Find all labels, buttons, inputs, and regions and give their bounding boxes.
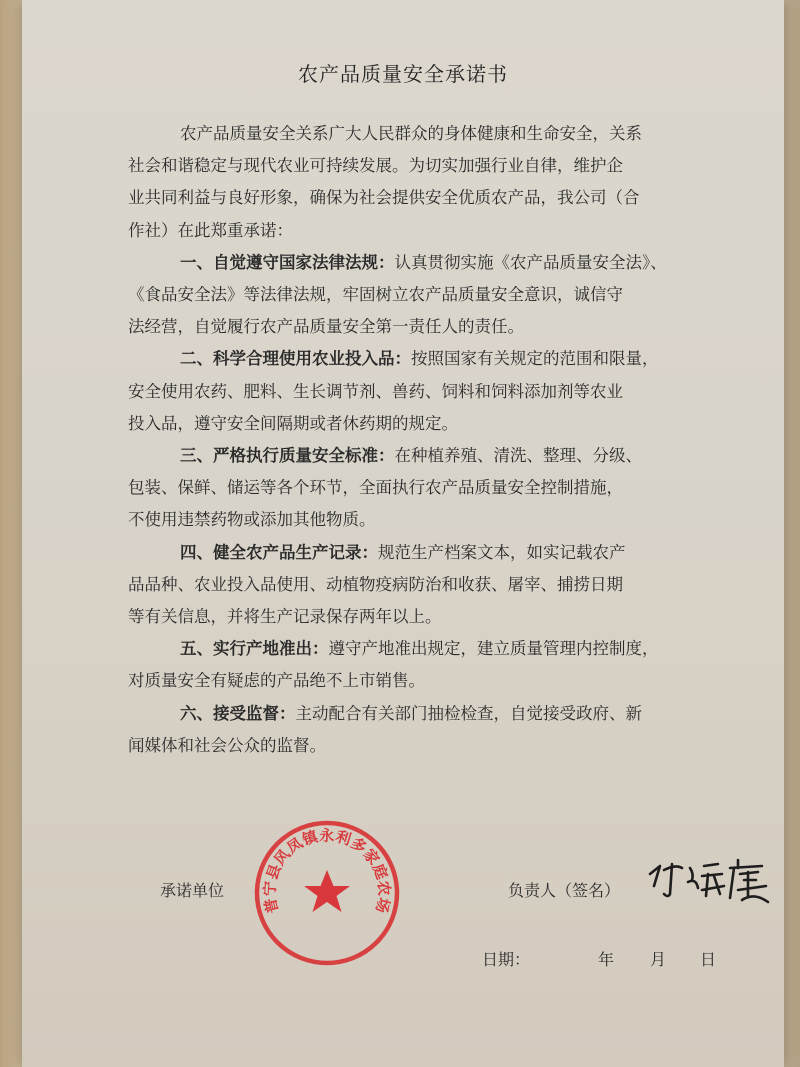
document-title: 农产品质量安全承诺书 — [298, 62, 508, 86]
document-body — [128, 118, 718, 762]
handwritten-signature — [642, 850, 782, 910]
section-1-first-line — [128, 247, 718, 279]
section-4-line: 等有关信息，并将生产记录保存两年以上。 — [128, 607, 442, 627]
section-4-first-line — [128, 537, 718, 569]
section-3-text: 在种植养殖、清洗、整理、分级、 — [394, 446, 642, 466]
section-6-line: 闻媒体和社会公众的监督。 — [128, 735, 326, 755]
responsible-person-label: 负责人（签名） — [508, 881, 621, 900]
section-4-line: 品品种、农业投入品使用、动植物疫病防治和收获、屠宰、捕捞日期 — [128, 574, 623, 594]
section-2-line: 安全使用农药、肥料、生长调节剂、兽药、饲料和饲料添加剂等农业 — [128, 381, 623, 401]
section-6-first-line — [128, 698, 718, 730]
commitment-unit-label: 承诺单位 — [160, 881, 225, 900]
section-5-heading: 五、实行产地准出： — [180, 639, 329, 659]
section-2-line: 投入品，遵守安全间隔期或者休药期的规定。 — [128, 413, 458, 433]
seal-star — [304, 870, 350, 912]
section-3-first-line — [128, 440, 718, 472]
intro-line: 社会和谐稳定与现代农业可持续发展。为切实加强行业自律，维护企 — [128, 156, 623, 176]
section-5-line: 对质量安全有疑虑的产品绝不上市销售。 — [128, 671, 425, 691]
section-2-heading: 二、科学合理使用农业投入品： — [180, 349, 411, 369]
section-1-heading: 一、自觉遵守国家法律法规： — [180, 252, 395, 272]
section-3-line: 不使用违禁药物或添加其他物质。 — [128, 510, 376, 530]
section-3-line: 包装、保鲜、储运等各个环节，全面执行农产品质量安全控制措施， — [128, 478, 623, 498]
section-6-text: 主动配合有关部门抽检检查，自觉接受政府、新 — [295, 703, 642, 723]
section-5-first-line — [128, 633, 718, 665]
intro-line: 业共同利益与良好形象，确保为社会提供安全优质农产品，我公司（合 — [128, 188, 640, 208]
date-day-label: 日 — [700, 950, 717, 969]
date-month-label: 月 — [650, 950, 667, 969]
intro-line: 农产品质量安全关系广大人民群众的身体健康和生命安全，关系 — [180, 124, 642, 143]
section-6-heading: 六、接受监督： — [180, 703, 296, 723]
section-1-text: 认真贯彻实施《农产品质量安全法》、 — [394, 252, 667, 272]
section-4-heading: 四、健全农产品生产记录： — [180, 542, 378, 562]
section-4-text: 规范生产档案文本，如实记载农产 — [378, 542, 626, 562]
section-3-heading: 三、严格执行质量安全标准： — [180, 446, 395, 466]
intro-line: 作社）在此郑重承诺： — [128, 220, 293, 240]
section-5-text: 遵守产地准出规定，建立质量管理内控制度， — [328, 639, 659, 659]
section-1-line: 法经营，自觉履行农产品质量安全第一责任人的责任。 — [128, 317, 524, 337]
seal-text: 普宁县风凤镇永利多家庭农场 — [260, 826, 394, 915]
date-label: 日期： — [482, 950, 531, 969]
section-1-line: 《食品安全法》等法律法规，牢固树立农产品质量安全意识，诚信守 — [128, 285, 623, 305]
date-year-label: 年 — [598, 950, 615, 969]
section-2-first-line — [128, 343, 718, 375]
official-seal-stamp — [252, 818, 402, 968]
section-2-text: 按照国家有关规定的范围和限量， — [411, 349, 659, 369]
